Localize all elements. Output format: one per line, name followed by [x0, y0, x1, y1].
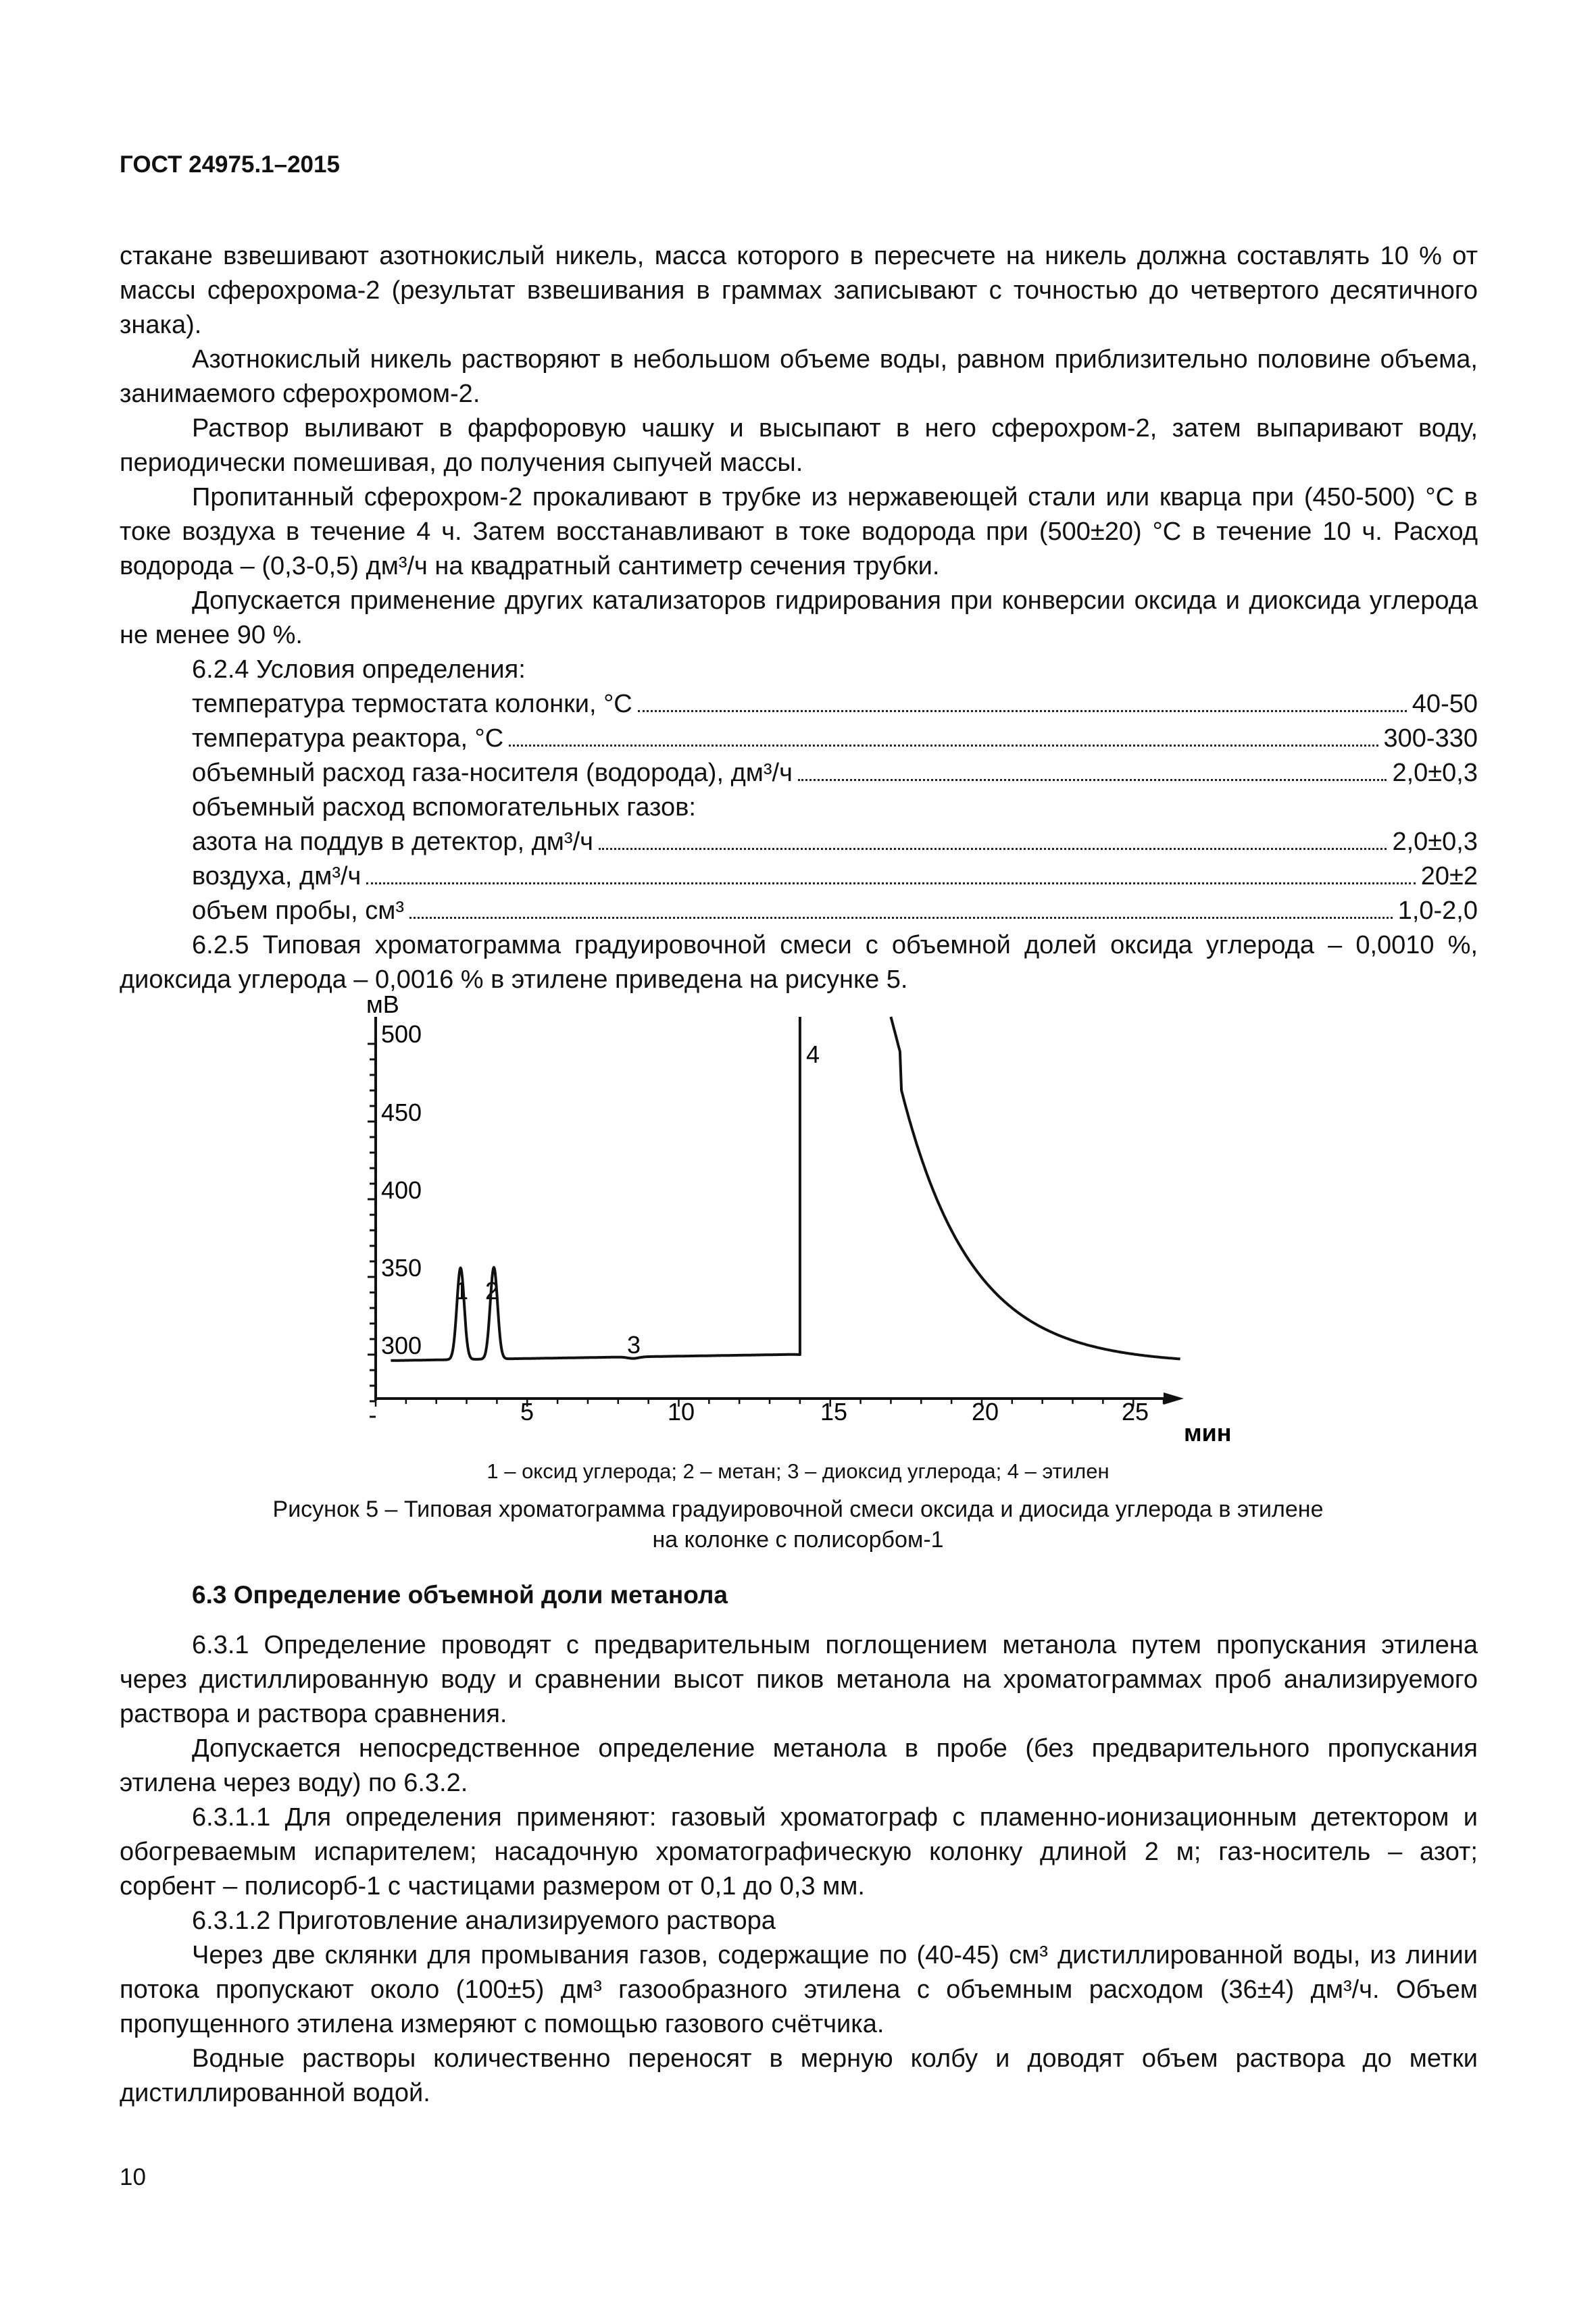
condition-label: объемный расход вспомогательных газов:: [192, 793, 696, 822]
leader-dots: [366, 882, 1415, 884]
condition-row: [192, 859, 1478, 894]
condition-row: [192, 756, 1478, 790]
peak-label: 2: [485, 1277, 499, 1305]
chromatogram-tail: [891, 1017, 1180, 1359]
conditions-list: [192, 687, 1478, 928]
paragraph: стакане взвешивают азотнокислый никель, масса которого в пересчете на никель должна составлять 10 % от массы сферохрома-2 (результат взвешивания в граммах записывают с точностью до четвертого десятичного знака).: [120, 242, 1478, 339]
paragraph: 6.3.1 Определение проводят с предварительным поглощением метанола путем пропускания этилена через дистиллированную воду и сравнении высот пиков метанола на хроматограммах проб анализируемого раствора и раствора сравнения.: [120, 1631, 1478, 1728]
paragraph: 6.3.1.2 Приготовление анализируемого раствора: [192, 1907, 776, 1935]
condition-label: азота на поддув в детектор, дм³/ч: [192, 828, 593, 856]
y-axis-label: мВ: [366, 990, 399, 1018]
leader-dots: [638, 709, 1407, 712]
paragraph: 6.2.5 Типовая хроматограмма градуировочной смеси с объемной долей оксида углерода – 0,0010 %, диоксида углерода – 0,0016 % в этилене приведена на рисунке 5.: [120, 931, 1478, 994]
condition-value: 2,0±0,3: [1392, 759, 1478, 787]
paragraph: Через две склянки для промывания газов, содержащие по (40-45) см³ дистиллированной воды, из линии потока пропускают около (100±5) дм³ газообразного этилена с объемным расходом (36±4) дм³/ч. Объем пропущенного этилена измеряют с помощью газового счётчика.: [120, 1941, 1478, 2038]
y-tick-label: 350: [381, 1254, 422, 1282]
peak-label: 1: [455, 1277, 469, 1305]
condition-value: 2,0±0,3: [1392, 828, 1478, 856]
paragraph: Допускается непосредственное определение метанола в пробе (без предварительного пропускания этилена через воду) по 6.3.2.: [120, 1734, 1478, 1797]
figure-legend: 1 – оксид углерода; 2 – метан; 3 – диоксид углерода; 4 – этилен: [487, 1459, 1109, 1483]
paragraph: 6.2.4 Условия определения:: [192, 655, 526, 684]
y-tick-label: 400: [381, 1176, 422, 1204]
condition-value: 300-330: [1383, 724, 1478, 753]
paragraph: Допускается применение других катализаторов гидрирования при конверсии оксида и диоксида углерода не менее 90 %.: [120, 586, 1478, 649]
bottom-paragraphs: [120, 1628, 1478, 2111]
caption-line: на колонке с полисорбом-1: [652, 1527, 944, 1553]
peak-label: 4: [806, 1040, 820, 1068]
x-tick-label: 10: [668, 1398, 695, 1426]
caption-line: Рисунок 5 – Типовая хроматограмма градуировочной смеси оксида и диосида углерода в этилене: [272, 1496, 1324, 1522]
top-paragraphs: [120, 239, 1478, 687]
paragraph: Пропитанный сферохром-2 прокаливают в трубке из нержавеющей стали или кварца при (450-500) °С в токе воздуха в течение 4 ч. Затем восстанавливают в токе водорода при (500±20) °С в течение 10 ч. Расход водорода – (0,3-0,5) дм³/ч на квадратный сантиметр сечения трубки.: [120, 483, 1478, 580]
x-axis-label: мин: [1184, 1419, 1232, 1442]
x-tick-label: 25: [1122, 1398, 1149, 1426]
y-tick-label: 500: [381, 1020, 422, 1048]
condition-row: [192, 825, 1478, 859]
y-tick-label: 450: [381, 1099, 422, 1126]
condition-value: 20±2: [1420, 862, 1478, 890]
peak-label: 3: [627, 1331, 641, 1359]
x-tick-label: 15: [820, 1398, 848, 1426]
page-number: 10: [120, 2164, 146, 2190]
paragraph: Раствор выливают в фарфоровую чашку и высыпают в него сферохром-2, затем выпаривают воду, периодически помешивая, до получения сыпучей массы.: [120, 414, 1478, 477]
x-tick-label: 5: [520, 1398, 534, 1426]
x-tick-label: 20: [972, 1398, 999, 1426]
paragraph: Азотнокислый никель растворяют в небольшом объеме воды, равном приблизительно половине объема, занимаемого сферохромом-2.: [120, 345, 1478, 408]
condition-label: объем пробы, см³: [192, 897, 405, 925]
condition-row: [192, 687, 1478, 722]
paragraph-625-block: [120, 928, 1478, 997]
leader-dots: [509, 744, 1378, 747]
leader-dots: [798, 778, 1387, 781]
y-tick-label: 300: [381, 1332, 422, 1359]
condition-row: [192, 722, 1478, 756]
leader-dots: [409, 916, 1393, 919]
condition-value: 40-50: [1412, 690, 1478, 718]
condition-value: 1,0-2,0: [1397, 897, 1478, 925]
chromatogram-chart: [351, 990, 1243, 1442]
section-title: 6.3 Определение объемной доли метанола: [192, 1581, 728, 1609]
condition-label: температура реактора, °С: [192, 724, 504, 753]
condition-row: [192, 790, 1478, 825]
paragraph: 6.3.1.1 Для определения применяют: газовый хроматограф с пламенно-ионизационным детектором и обогреваемым испарителем; насадочную хроматографическую колонку длиной 2 м; газ-носитель – азот; сорбент – полисорб-1 с частицами размером от 0,1 до 0,3 мм.: [120, 1803, 1478, 1901]
condition-label: воздуха, дм³/ч: [192, 862, 361, 890]
x-axis-arrow: [1164, 1392, 1184, 1405]
paragraph: Водные растворы количественно переносят в мерную колбу и доводят объем раствора до метки дистиллированной водой.: [120, 2044, 1478, 2107]
leader-dots: [599, 847, 1387, 850]
condition-label: температура термостата колонки, °С: [192, 690, 632, 718]
condition-label: объемный расход газа-носителя (водорода), дм³/ч: [192, 759, 793, 787]
document-header: ГОСТ 24975.1–2015: [120, 151, 340, 178]
figure-caption: [203, 1494, 1393, 1555]
condition-row: [192, 894, 1478, 928]
chromatogram-trace: [391, 1017, 800, 1361]
